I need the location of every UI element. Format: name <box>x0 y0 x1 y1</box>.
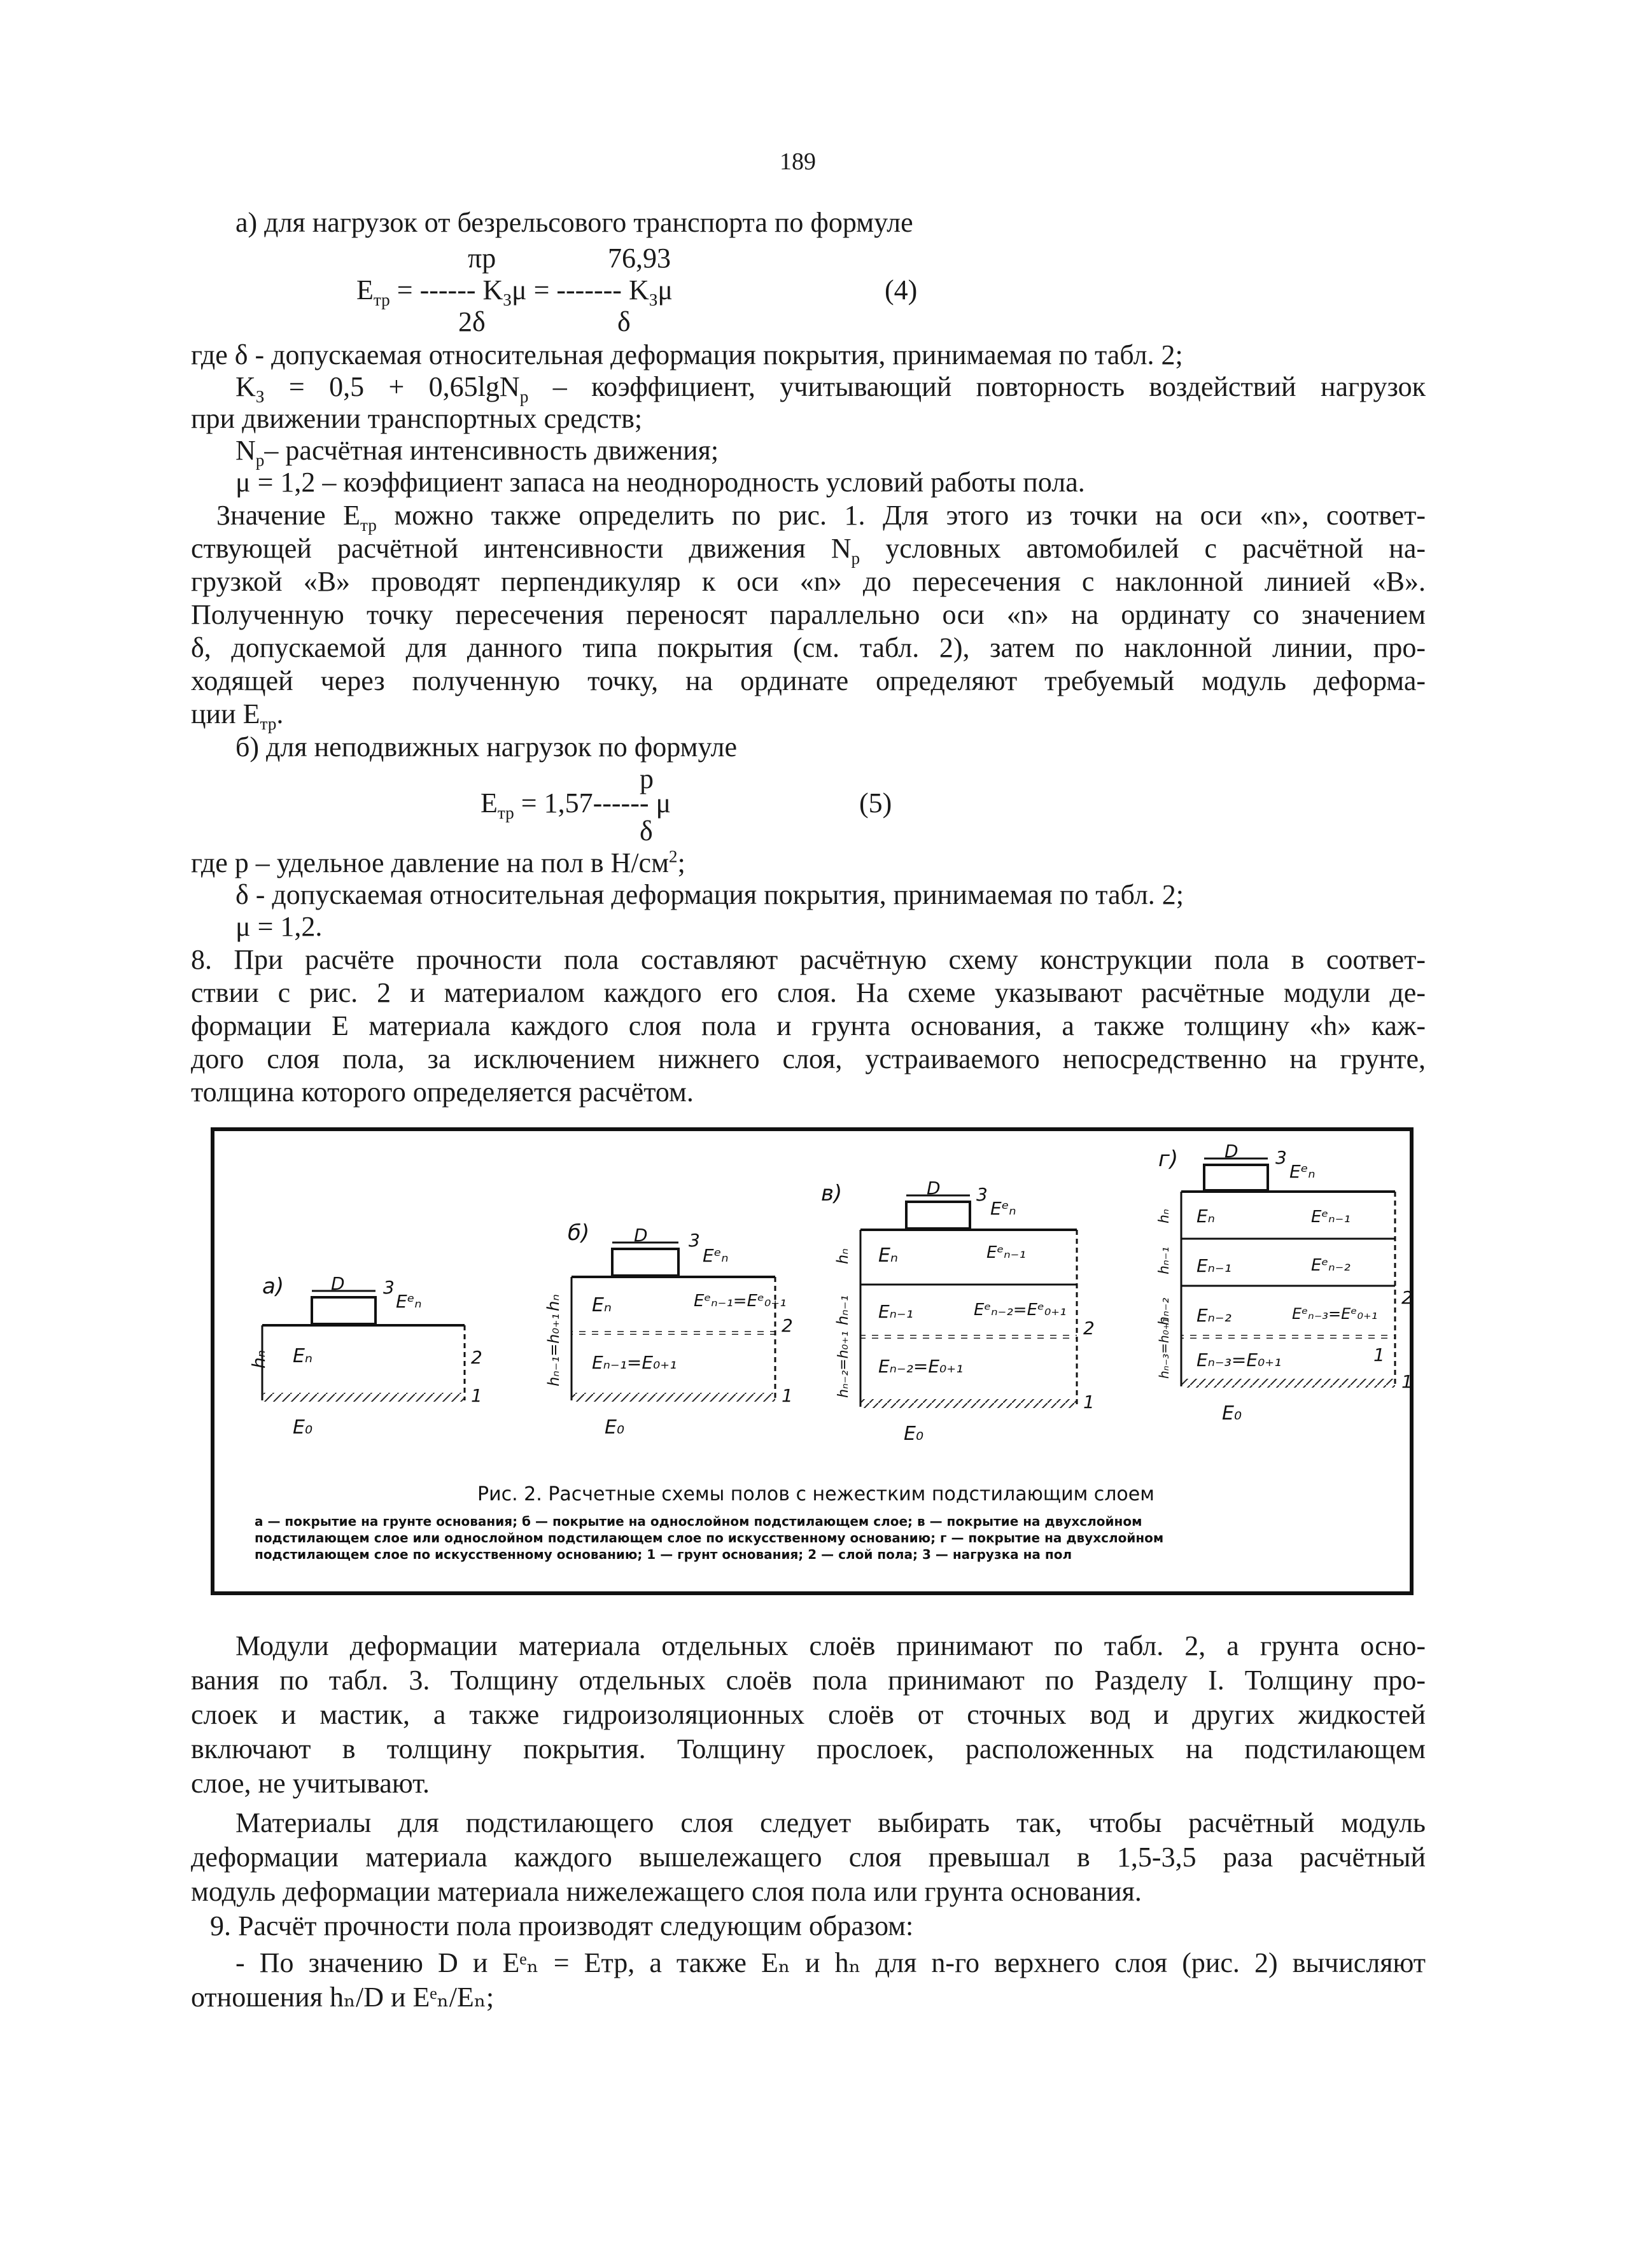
svg-text:Eₙ₋₃=E₀₊₁: Eₙ₋₃=E₀₊₁ <box>1196 1349 1282 1370</box>
closing-p1-line-4: включают в толщину покрытия. Толщину прослоек, расположенных на подстилающем <box>191 1733 1426 1764</box>
svg-text:3: 3 <box>689 1230 700 1251</box>
item8-line-3: формации E материала каждого слоя пола и грунта основания, а также толщину «h» каж- <box>191 1010 1426 1041</box>
para-line-7: ции $E_{тр}$. <box>191 698 284 733</box>
svg-text:Eᵉₙ₋₃=Eᵉ₀₊₁: Eᵉₙ₋₃=Eᵉ₀₊₁ <box>1292 1305 1378 1323</box>
section-a-intro: а) для нагрузок от безрельсового транспорта по формуле <box>235 207 913 238</box>
panel-b-load <box>612 1249 678 1276</box>
figure-caption-line-2: подстилающем слое или однослойном подстилающем слое по искусственному основанию; г — покрытие на двухслойном <box>255 1530 1164 1546</box>
formula-5-number: (5) <box>859 787 892 819</box>
svg-text:E₀: E₀ <box>293 1416 312 1439</box>
def-mu-b: μ = 1,2. <box>235 911 323 942</box>
item8-line-1: 8. При расчёте прочности пола составляют расчётную схему конструкции пола в соответ- <box>191 944 1426 975</box>
figure-2 <box>210 1127 1414 1596</box>
last-line-2: отношения hₙ/D и Eᵉₙ/Eₙ; <box>191 1982 495 2013</box>
svg-text:Eᵉₙ₋₁: Eᵉₙ₋₁ <box>1311 1208 1351 1227</box>
svg-text:2: 2 <box>782 1315 793 1336</box>
para-line-5: δ, допускаемой для данного типа покрытия (см. табл. 2), затем по наклонной линии, про- <box>191 632 1426 663</box>
svg-text:Eᵉₙ: Eᵉₙ <box>396 1291 422 1312</box>
para-line-4: Полученную точку пересечения переносят параллельно оси «n» на ординату со значением <box>191 599 1426 630</box>
svg-text:2: 2 <box>1401 1287 1413 1308</box>
svg-text:1: 1 <box>1401 1371 1413 1392</box>
panel-a-d: D <box>331 1273 345 1294</box>
closing-p2-line-2: деформации материала каждого вышележащего слоя превышал в 1,5-3,5 раза расчётный <box>191 1842 1426 1873</box>
svg-text:Eᵉₙ₋₁: Eᵉₙ₋₁ <box>986 1243 1026 1262</box>
svg-text:Eᵉₙ: Eᵉₙ <box>990 1198 1016 1219</box>
def-k3-line2: при движении транспортных средств; <box>191 403 643 434</box>
svg-text:E₀: E₀ <box>904 1423 923 1445</box>
panel-a-label: а) <box>262 1274 284 1299</box>
def-np: $N_р-$ расчётная интенсивность движения; <box>235 435 719 470</box>
svg-text:D: D <box>927 1178 941 1199</box>
svg-text:1: 1 <box>471 1385 482 1406</box>
svg-text:3: 3 <box>1275 1147 1287 1168</box>
def-k3-line1: $K_З = 0,5 + 0,65\lg N_р$ – коэффициент, учитывающий повторность воздействий нагрузок <box>235 371 1426 406</box>
section-b-intro: б) для неподвижных нагрузок по формуле <box>235 731 738 763</box>
closing-p1-line-2: вания по табл. 3. Толщину отдельных слоёв пола принимают по Разделу I. Толщину про- <box>191 1665 1426 1696</box>
svg-text:Eₙ: Eₙ <box>878 1244 898 1267</box>
formula-5-numerator: p <box>640 763 654 794</box>
svg-text:hₙ₋₁: hₙ₋₁ <box>1156 1246 1172 1274</box>
def-mu: μ = 1,2 – коэффициент запаса на неоднородность условий работы пола. <box>235 467 1085 498</box>
svg-text:3: 3 <box>976 1184 988 1205</box>
panel-b-label: б) <box>568 1220 590 1246</box>
panel-c <box>821 1178 1095 1445</box>
last-line-1: - По значению D и Eᵉₙ = Eтр, а также Eₙ и hₙ для n-го верхнего слоя (рис. 2) вычисляют <box>235 1947 1426 1978</box>
svg-text:2: 2 <box>1083 1318 1095 1339</box>
svg-text:Eᵉₙ₋₁=Eᵉ₀₊₁: Eᵉₙ₋₁=Eᵉ₀₊₁ <box>694 1292 787 1311</box>
panel-d-label: г) <box>1158 1146 1179 1172</box>
panel-a-load <box>312 1297 375 1324</box>
panel-c-label: в) <box>821 1181 843 1206</box>
def-delta-b: δ - допускаемая относительная деформация покрытия, принимаемая по табл. 2; <box>235 879 1184 910</box>
svg-text:Eₙ₋₁: Eₙ₋₁ <box>1196 1255 1232 1276</box>
closing-p2-line-1: Материалы для подстилающего слоя следует выбирать так, чтобы расчётный модуль <box>235 1807 1426 1838</box>
svg-text:hₙ: hₙ <box>248 1350 269 1369</box>
svg-text:Eₙ: Eₙ <box>293 1345 312 1367</box>
para-line-2: ствующей расчётной интенсивности движения $N_р$ условных автомобилей с расчётной на- <box>191 533 1426 568</box>
svg-text:Eₙ₋₂: Eₙ₋₂ <box>1196 1305 1232 1326</box>
svg-text:Eₙ₋₂=E₀₊₁: Eₙ₋₂=E₀₊₁ <box>878 1356 964 1377</box>
svg-text:1: 1 <box>1373 1344 1385 1365</box>
svg-text:D: D <box>634 1225 648 1246</box>
figure-caption-line-1: а — покрытие на грунте основания; б — покрытие на однослойном подстилающем слое; в — покрытие на двухслойном <box>255 1514 1142 1529</box>
svg-text:Eᵉₙ₋₂: Eᵉₙ₋₂ <box>1311 1256 1351 1275</box>
closing-p2-line-3: модуль деформации материала нижележащего слоя пола или грунта основания. <box>191 1876 1142 1907</box>
svg-text:Eₙ₋₁=E₀₊₁: Eₙ₋₁=E₀₊₁ <box>592 1352 677 1373</box>
svg-text:1: 1 <box>782 1385 793 1406</box>
svg-text:hₙ₋₁=h₀₊₁: hₙ₋₁=h₀₊₁ <box>545 1313 563 1386</box>
formula-5-denominator: δ <box>640 815 653 847</box>
closing-p1-line-5: слое, не учитывают. <box>191 1768 430 1799</box>
formula-4-numerator-1: πp <box>468 243 496 274</box>
closing-p1-line-1: Модули деформации материала отдельных слоёв принимают по табл. 2, а грунта осно- <box>235 1630 1426 1661</box>
formula-4-numerator-2: 76,93 <box>608 243 671 274</box>
svg-text:hₙ₋₂=h₀₊₁: hₙ₋₂=h₀₊₁ <box>836 1331 852 1398</box>
panel-d-load <box>1204 1165 1268 1190</box>
svg-text:Eₙ: Eₙ <box>1196 1206 1215 1227</box>
formula-4-denominator-1: 2δ <box>458 306 486 337</box>
def-p: где p – удельное давление на пол в $Н/см^2$; <box>191 847 685 878</box>
figure-caption-title: Рис. 2. Расчетные схемы полов с нежестким подстилающим слоем <box>477 1483 1154 1505</box>
def-delta: где δ - допускаемая относительная деформация покрытия, принимаемая по табл. 2; <box>191 339 1183 370</box>
svg-text:D: D <box>1224 1141 1239 1162</box>
panel-a <box>248 1273 482 1439</box>
item8-line-4: дого слоя пола, за исключением нижнего слоя, устраиваемого непосредственно на грунте, <box>191 1043 1426 1074</box>
panel-c-load <box>906 1202 970 1229</box>
panel-d <box>1156 1141 1413 1425</box>
svg-text:E₀: E₀ <box>605 1416 624 1439</box>
para-line-3: грузкой «В» проводят перпендикуляр к оси «n» до пересечения с наклонной линией «В». <box>191 566 1426 597</box>
svg-text:hₙ: hₙ <box>1156 1209 1172 1223</box>
svg-text:Eᵉₙ: Eᵉₙ <box>1289 1161 1316 1182</box>
svg-text:1: 1 <box>1083 1391 1095 1412</box>
svg-text:hₙ₋₂: hₙ₋₂ <box>1156 1297 1172 1325</box>
para-line-6: ходящей через полученную точку, на ординате определяют требуемый модуль деформа- <box>191 665 1426 696</box>
svg-text:E₀: E₀ <box>1222 1402 1242 1425</box>
svg-text:hₙ: hₙ <box>834 1248 852 1264</box>
svg-text:Eₙ: Eₙ <box>592 1294 612 1316</box>
item8-line-5: толщина которого определяется расчётом. <box>191 1076 694 1108</box>
formula-5-main: $E_{тр} = 1,57------$ μ <box>481 787 671 822</box>
panel-b <box>544 1220 793 1439</box>
svg-text:hₙ₋₃=h₀₊₁: hₙ₋₃=h₀₊₁ <box>1156 1318 1172 1379</box>
closing-p1-line-3: слоек и мастик, а также гидроизоляционных слоёв от сточных вод и других жидкостей <box>191 1699 1426 1730</box>
svg-text:Eᵉₙ: Eᵉₙ <box>703 1245 729 1266</box>
svg-text:3: 3 <box>383 1277 395 1298</box>
svg-text:hₙ: hₙ <box>544 1294 563 1311</box>
item8-line-2: ствии с рис. 2 и материалом каждого его слоя. На схеме указывают расчётные модули де- <box>191 977 1426 1008</box>
item9: 9. Расчёт прочности пола производят следующим образом: <box>210 1910 914 1941</box>
page-number: 189 <box>780 148 816 175</box>
formula-4-denominator-2: δ <box>617 306 631 337</box>
formula-4-main: $E_{тр}$ = ------ $K_З\mu$ = ------- $K_З\mu$ <box>356 274 673 309</box>
svg-text:2: 2 <box>471 1347 482 1368</box>
svg-text:hₙ₋₁: hₙ₋₁ <box>834 1295 852 1325</box>
para-line-1: Значение $E_{тр}$ можно также определить по рис. 1. Для этого из точки на оси «n», соответ- <box>216 500 1426 535</box>
figure-caption-line-3: подстилающем слое по искусственному основанию; 1 — грунт основания; 2 — слой пола; 3 — нагрузка на пол <box>255 1547 1072 1562</box>
formula-4-number: (4) <box>885 274 918 306</box>
svg-text:Eₙ₋₁: Eₙ₋₁ <box>878 1301 913 1322</box>
svg-text:Eᵉₙ₋₂=Eᵉ₀₊₁: Eᵉₙ₋₂=Eᵉ₀₊₁ <box>974 1300 1067 1320</box>
